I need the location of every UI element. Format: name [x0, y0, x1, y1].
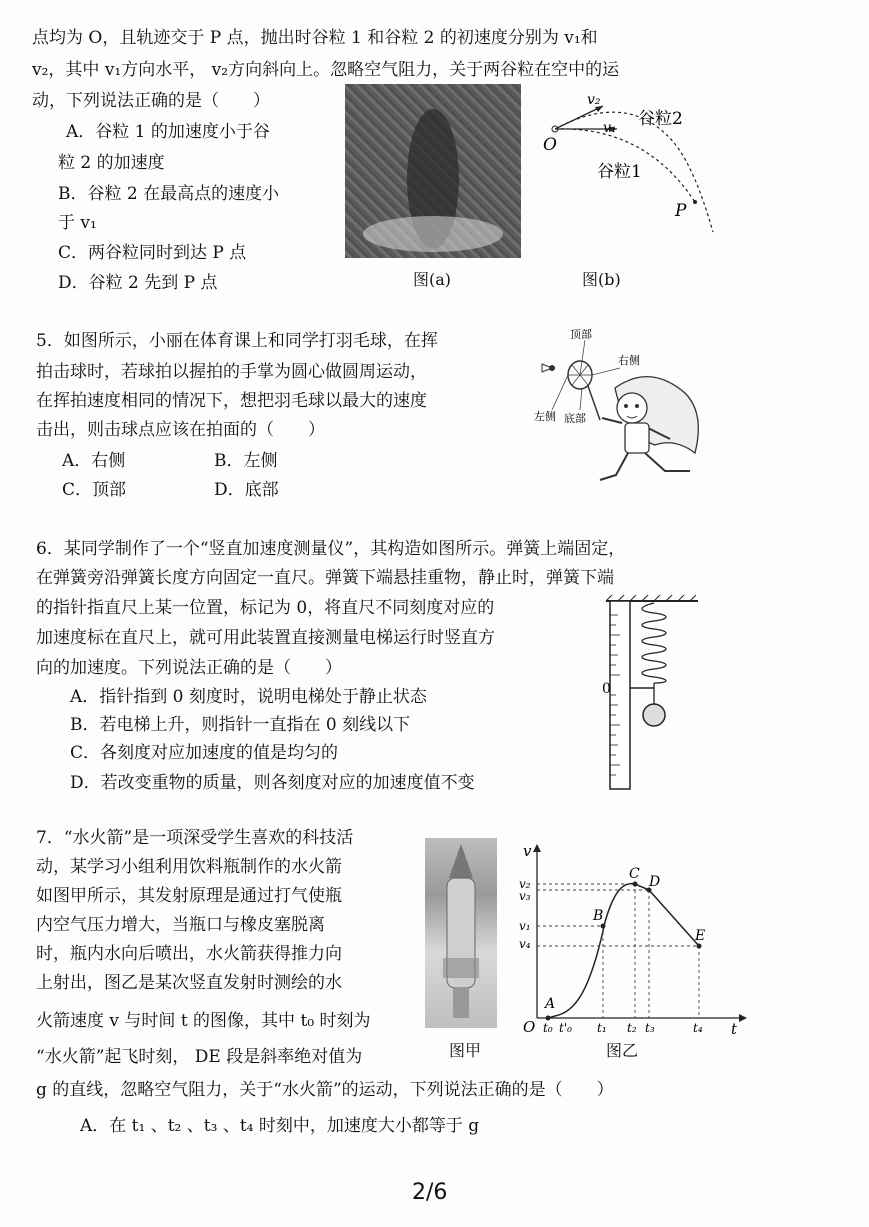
racket-bottom-label: 底部: [564, 412, 586, 425]
q4-option-a-cont: 粒 2 的加速度: [58, 153, 165, 173]
q5-line-3: 在挥拍速度相同的情况下，想把羽毛球以最大的速度: [36, 391, 427, 411]
q7-line-2: 动，某学习小组利用饮料瓶制作的水火箭: [36, 857, 342, 877]
racket-top-label: 顶部: [570, 328, 592, 341]
q7-line-6: 上射出，图乙是某次竖直发射时测绘的水: [36, 973, 342, 993]
v2-label: v₂: [587, 92, 601, 108]
graph-origin-label: O: [523, 1018, 536, 1034]
q5-option-d: D．底部: [214, 480, 279, 500]
q6-line-4: 加速度标在直尺上，就可用此装置直接测量电梯运行时竖直方: [36, 628, 495, 648]
x-tick-t2: t₂: [627, 1021, 637, 1034]
q5-option-b: B．左侧: [214, 451, 278, 471]
trajectory-diagram: [535, 84, 735, 259]
v-axis-label: v: [523, 842, 532, 860]
y-tick-v2: v₂: [519, 877, 531, 891]
point-e-label: E: [695, 928, 706, 944]
q5-line-4: 击出，则击球点应该在拍面的（ ）: [36, 420, 325, 440]
y-tick-v3: v₃: [519, 889, 531, 903]
q7-line-9: g 的直线，忽略空气阻力，关于“水火箭”的运动，下列说法正确的是（ ）: [36, 1080, 614, 1100]
x-tick-t0: t₀: [543, 1021, 553, 1034]
q5-line-2: 拍击球时，若球拍以握拍的手掌为圆心做圆周运动，: [36, 362, 427, 382]
page-number: 2/6: [412, 1180, 448, 1205]
q6-line-3: 的指针指直尺上某一位置，标记为 0，将直尺不同刻度对应的: [36, 598, 495, 618]
t-axis-label: t: [731, 1020, 738, 1034]
q4-option-c: C．两谷粒同时到达 P 点: [58, 243, 247, 263]
fig-jia-caption: 图甲: [449, 1041, 482, 1060]
q6-option-b: B．若电梯上升，则指针一直指在 0 刻线以下: [70, 715, 411, 735]
q7-option-a: A．在 t₁ 、t₂ 、t₃ 、t₄ 时刻中，加速度大小都等于 g: [80, 1116, 480, 1136]
grain-throwing-photo: [345, 84, 521, 258]
q7-line-8: “水火箭”起飞时刻， DE 段是斜率绝对值为: [36, 1047, 363, 1067]
q6-line-2: 在弹簧旁沿弹簧长度方向固定一直尺。弹簧下端悬挂重物，静止时，弹簧下端: [36, 568, 614, 588]
y-tick-v4: v₄: [519, 937, 531, 951]
v1-label: v₁: [603, 120, 617, 136]
q5-option-c: C．顶部: [62, 480, 127, 500]
q7-line-4: 内空气压力增大，当瓶口与橡皮塞脱离: [36, 915, 325, 935]
q6-line-1: 6．某同学制作了一个“竖直加速度测量仪”，其构造如图所示。弹簧上端固定，: [36, 539, 626, 559]
q7-line-3: 如图甲所示，其发射原理是通过打气使瓶: [36, 886, 342, 906]
point-a-label: A: [545, 996, 556, 1012]
q4-line-3: 动，下列说法正确的是（ ）: [32, 91, 270, 111]
q4-option-d: D．谷粒 2 先到 P 点: [58, 273, 218, 293]
point-c-label: C: [629, 866, 640, 882]
q5-line-1: 5．如图所示，小丽在体育课上和同学打羽毛球，在挥: [36, 331, 438, 351]
racket-left-label: 左侧: [534, 410, 556, 423]
x-tick-t0-prime: t'₀: [559, 1021, 572, 1034]
badminton-girl-illustration: [530, 328, 720, 503]
q6-option-a: A．指针指到 0 刻度时，说明电梯处于静止状态: [70, 687, 427, 707]
q4-option-b-cont: 于 v₁: [58, 213, 97, 233]
fig-a-caption: 图(a): [413, 270, 452, 289]
water-rocket-photo: [425, 838, 497, 1028]
y-tick-v1: v₁: [519, 919, 531, 933]
origin-label: O: [543, 135, 557, 155]
racket-right-label: 右侧: [618, 354, 640, 367]
q7-line-1: 7．“水火箭”是一项深受学生喜欢的科技活: [36, 828, 354, 848]
x-tick-t1: t₁: [597, 1021, 607, 1034]
x-tick-t3: t₃: [645, 1021, 655, 1034]
q4-line-1: 点均为 O，且轨迹交于 P 点，抛出时谷粒 1 和谷粒 2 的初速度分别为 v₁和: [32, 28, 598, 48]
q6-option-c: C．各刻度对应加速度的值是均匀的: [70, 743, 339, 763]
q6-line-5: 向的加速度。下列说法正确的是（ ）: [36, 658, 342, 678]
q4-option-b: B．谷粒 2 在最高点的速度小: [58, 184, 280, 204]
fig-b-caption: 图(b): [582, 270, 621, 289]
q4-option-a: A．谷粒 1 的加速度小于谷: [66, 122, 270, 142]
point-d-label: D: [649, 874, 661, 890]
q4-line-2: v₂，其中 v₁方向水平， v₂方向斜向上。忽略空气阻力，关于两谷粒在空中的运: [32, 60, 620, 80]
grain-1-label: 谷粒1: [597, 162, 642, 182]
point-b-label: B: [593, 908, 604, 924]
acceleration-meter-diagram: [602, 595, 702, 795]
velocity-time-graph: [515, 842, 750, 1034]
point-p-label: P: [675, 201, 687, 221]
fig-yi-caption: 图乙: [606, 1041, 639, 1060]
grain-2-label: 谷粒2: [638, 109, 683, 129]
x-tick-t4: t₄: [693, 1021, 703, 1034]
q6-option-d: D．若改变重物的质量，则各刻度对应的加速度值不变: [70, 773, 475, 793]
zero-mark-label: 0: [602, 681, 611, 697]
q5-option-a: A．右侧: [62, 451, 126, 471]
q7-line-5: 时，瓶内水向后喷出，水火箭获得推力向: [36, 944, 342, 964]
q7-line-7: 火箭速度 v 与时间 t 的图像，其中 t₀ 时刻为: [36, 1011, 371, 1031]
